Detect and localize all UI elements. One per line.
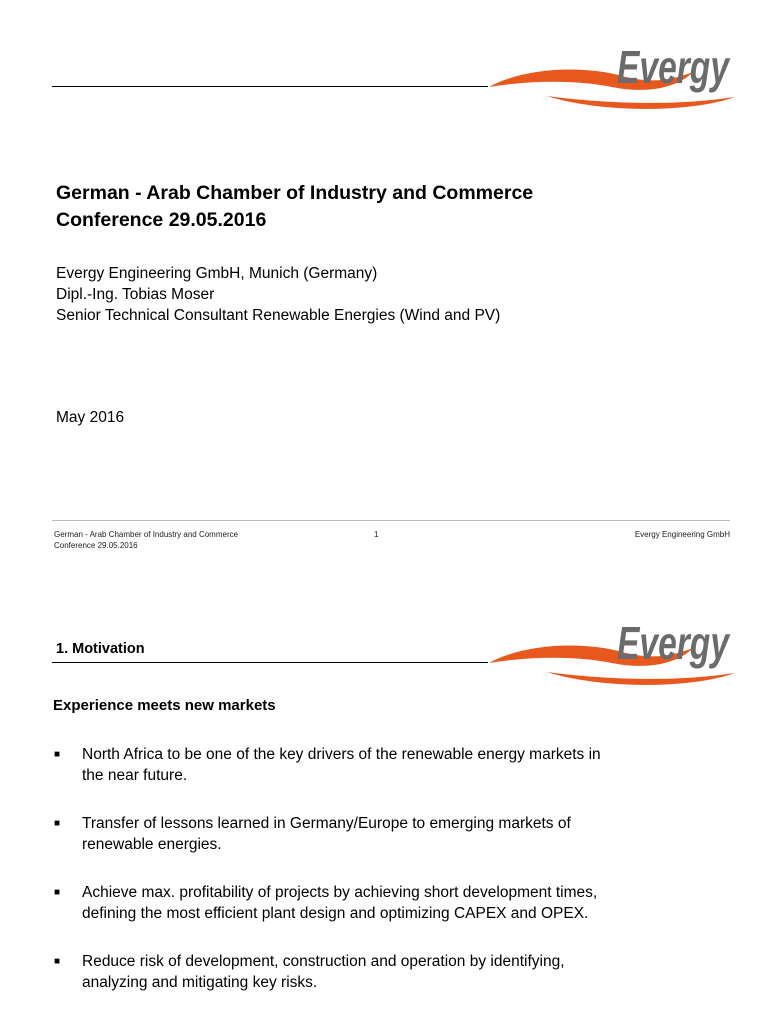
footer-rule bbox=[52, 520, 730, 521]
svg-text:Evergy: Evergy bbox=[617, 617, 731, 669]
header-rule bbox=[52, 86, 488, 87]
bullet-line-1: North Africa to be one of the key drivers of the renewable energy markets in bbox=[82, 746, 601, 763]
swoosh-logo-icon bbox=[487, 610, 737, 690]
header-rule bbox=[52, 662, 488, 663]
list-item bbox=[53, 951, 693, 993]
presenter-name: Dipl.-Ing. Tobias Moser bbox=[56, 286, 215, 303]
bullet-line-1: Achieve max. profitability of projects by achieving short development times, bbox=[82, 884, 598, 901]
bullet-line-1: Transfer of lessons learned in Germany/Europe to emerging markets of bbox=[82, 815, 571, 832]
bullet-line-1: Reduce risk of development, construction and operation by identifying, bbox=[82, 953, 565, 970]
footer-left-line-1: German - Arab Chamber of Industry and Commerce bbox=[54, 530, 239, 539]
bullet-line-2: renewable energies. bbox=[82, 836, 222, 853]
square-bullet-icon: ■ bbox=[54, 956, 61, 967]
title-line-1: German - Arab Chamber of Industry and Commerce bbox=[56, 182, 534, 204]
bullet-line-2: defining the most efficient plant design and optimizing CAPEX and OPEX. bbox=[82, 905, 589, 922]
square-bullet-icon: ■ bbox=[54, 818, 61, 829]
company-name: Evergy Engineering GmbH, Munich (Germany) bbox=[56, 265, 378, 282]
square-bullet-icon: ■ bbox=[54, 749, 61, 760]
bullet-line-2: the near future. bbox=[82, 767, 188, 784]
list-item bbox=[53, 882, 693, 924]
swoosh-logo-icon bbox=[487, 34, 737, 114]
presentation-title bbox=[56, 180, 533, 234]
evergy-logo bbox=[487, 610, 737, 690]
subheading: Experience meets new markets bbox=[53, 697, 276, 714]
svg-text:Evergy: Evergy bbox=[617, 41, 731, 93]
bullet-line-2: analyzing and mitigating key risks. bbox=[82, 974, 318, 991]
footer-left bbox=[54, 529, 238, 551]
presentation-date: May 2016 bbox=[56, 409, 125, 426]
page-number: 1 bbox=[374, 530, 379, 539]
square-bullet-icon: ■ bbox=[54, 887, 61, 898]
section-title: 1. Motivation bbox=[56, 641, 145, 657]
evergy-logo bbox=[487, 34, 737, 114]
footer-left-line-2: Conference 29.05.2016 bbox=[54, 541, 138, 550]
title-line-2: Conference 29.05.2016 bbox=[56, 209, 267, 231]
list-item bbox=[53, 744, 693, 786]
presenter-position: Senior Technical Consultant Renewable Energies (Wind and PV) bbox=[56, 307, 501, 324]
list-item bbox=[53, 813, 693, 855]
footer-right: Evergy Engineering GmbH bbox=[634, 530, 730, 539]
slide-motivation bbox=[0, 580, 768, 1024]
bullet-list bbox=[53, 744, 693, 1020]
